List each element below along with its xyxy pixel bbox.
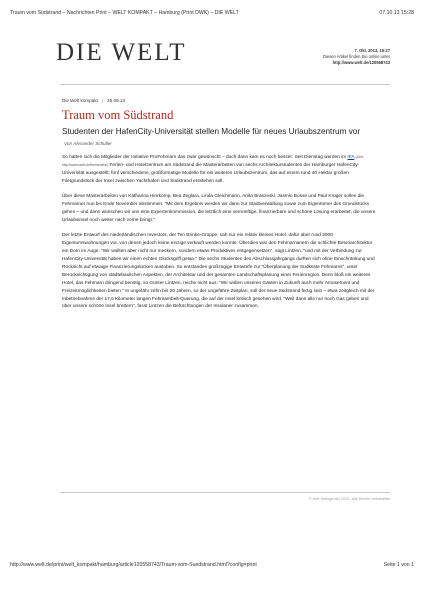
print-page-number: Seite 1 von 1 bbox=[383, 562, 414, 568]
breadcrumb-date: 25.09.13 bbox=[107, 98, 126, 103]
header-divider bbox=[60, 84, 390, 85]
meta-date: 7. Okt. 2013, 15:27 bbox=[354, 48, 390, 53]
article-author bbox=[64, 141, 112, 146]
ifa-link[interactable]: IFA bbox=[347, 155, 355, 160]
ifa-link-note: (Link: http://www.welt.de/themen/ifa/) bbox=[62, 155, 364, 167]
paragraph-1-text-continued: Ferien- und Hotelzentrum am Südstrand die Masterarbeiten von sechs Architekturstudenten der Hamburger HafenCity-Universität ausgestellt; fünf verschiedene, großformatige Modelle für ein weiteres Urlaubszentrum, das auf einem rund 40 Hektar großen Filetgrundstück der Insel zwischen Yachthafen und Südstrand entstehen soll. bbox=[62, 162, 360, 184]
paragraph-1-text: So hatten sich die Mitglieder der Initiative ProFehmarn das zwar gewünscht – doch dann kam es noch besser: Seit Dienstag werden im bbox=[62, 155, 347, 160]
breadcrumb-section[interactable]: Die Welt kompakt bbox=[62, 98, 98, 103]
article-meta bbox=[280, 48, 390, 67]
print-url: http://www.welt.de/print/welt_kompakt/hamburg/article120558743/Traum-vom-Suedstrand.html?config=print bbox=[10, 562, 257, 568]
article-title: Traum vom Südstrand bbox=[62, 108, 174, 122]
breadcrumb-separator: | bbox=[101, 98, 104, 103]
paragraph-2: Über diese Masterarbeiten von Katharina Hinrkomp, Bea Zeglara, Linda Gleichmann, Anita Braszeski, Jasmin Bosse und Paul Krüger sollen die Fehmarner nun bis Ende November abstimmen. "Mit dem Ergebnis werden wir dann zur Stadtverwaltung sowie zum Eigentümer des Grundstücks gehen – und dann wünschen wir uns eine Expertenkommission, die letztlich eine vernünftige, finanzierbare und schöne Lösung erarbeitet, die unsere Urlaubsinsel noch weiter nach vorne bringt." bbox=[62, 194, 376, 223]
meta-url[interactable]: http://www.welt.de/120558743 bbox=[332, 60, 390, 66]
print-timestamp: 07.10.13 15:28 bbox=[379, 10, 414, 16]
copyright-notice: © Axel Springer AG 2013 . Alle Rechte vorbehalten bbox=[309, 497, 390, 501]
meta-online-line: Diesen Artikel finden Sie online unter bbox=[323, 54, 390, 60]
paragraph-1 bbox=[62, 154, 376, 186]
print-header bbox=[10, 10, 414, 20]
print-page-title: Traum vom Südstrand – Nachrichten Print – WELT KOMPAKT – Hamburg (Print DWK) – DIE WELT bbox=[10, 10, 239, 16]
paragraph-3: Der letzte Entwurf des niederländischen Investors, der Ten Brinke-Gruppe, sah nur ein relativ kleines Hotel, dafür aber rund 2000 Eigentumswohnungen vor, von denen jedoch keine einzige verkauft werden konnte. Überdies war den Fehmarnanern die schlichte Betonarchitektur ein Dorn im Auge. "Wir wollten aber nicht nur meckern, sondern etwas Produktives entgegensetzen", sagt Lintzen, "und mit der Verbindung zur HafenCity-Universität haben wir einen echten Glücksgriff getan." Die sechs Studenten des Abschlussjahrgangs durften sich ohne Einschränkung und Rücksicht auf etwaige Finanzierungslücken austoben. So entstanden großzügige Entwürfe zur "Überplanung der Südküste Fehmarns", unter Berücksichtigung von städtebaulichen Aspekten, der Architektur und der gesamten Landschaftsplanung einer Ferienregion. Denn bloß ein weiteres Hotel, das Fehmarn dringend benötig, so Günter Lintzen, reiche nicht aus: "Wir wollen unseren Gästen in Zukunft auch mehr Amüsement und Freizeitmöglichkeiten bieten." In ungefähr zehn bis 20 Jahren, so der ungefähre Zeitplan, soll der neue Südstrand fertig sein – etwa zeitgleich mit der Inbetriebnahme der 17,6 Kilometer langen Fehmarnbelt-Querung, die auf der Insel kritisch gesehen wird. "Weil dann alle nur noch Gas geben und über unsere schöne Insel brettern", fasst Lintzen die Befürchtungen der Insulaner zusammen. bbox=[62, 233, 375, 310]
author-name: Alexander Schuller bbox=[73, 140, 112, 146]
article-body bbox=[62, 154, 376, 319]
breadcrumb bbox=[62, 98, 125, 103]
article-subtitle bbox=[62, 127, 362, 149]
footer-divider bbox=[60, 492, 390, 493]
author-prefix: Von bbox=[64, 140, 73, 146]
die-welt-logo: DIE WELT bbox=[56, 39, 187, 66]
article-subtitle-text: Studenten der HafenCity-Universität stellen Modelle für neues Urlaubszentrum vor bbox=[62, 127, 361, 136]
